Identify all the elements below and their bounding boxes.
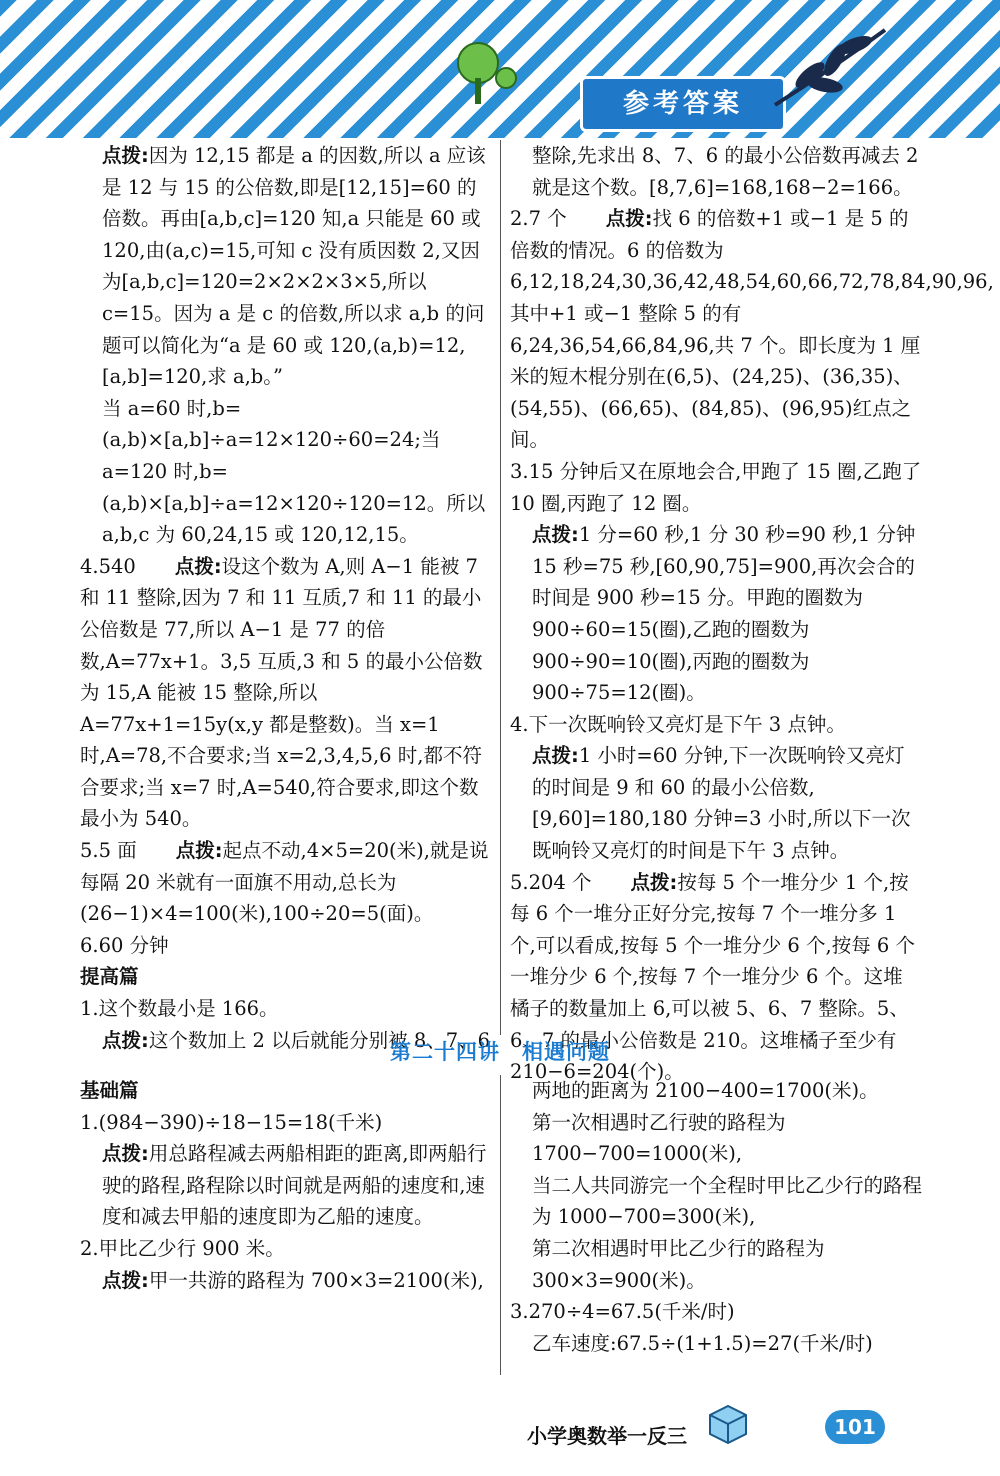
text-span: 当二人共同游完一个全程时甲比乙少行的路程为 1000−700=300(米),	[532, 1173, 923, 1229]
text-span: 2.7 个	[510, 207, 606, 231]
paragraph	[80, 835, 492, 930]
paragraph	[510, 203, 994, 456]
header-badge: 参考答案	[580, 76, 786, 132]
paragraph	[510, 740, 922, 866]
text-span: 5.204 个	[510, 870, 631, 894]
keyword-label: 基础篇	[80, 1079, 139, 1102]
cube-mascot-icon	[706, 1402, 750, 1446]
text-span: 第一次相遇时乙行驶的路程为 1700−700=1000(米),	[532, 1110, 786, 1166]
left-column	[80, 140, 492, 1056]
text-span: 用总路程减去两船相距的距离,即两船行驶的路程,路程除以时间就是两船的速度和,速度和减去甲船的速度即为乙船的速度。	[102, 1142, 487, 1229]
paragraph	[80, 1075, 492, 1107]
text-span: 5.5 面	[80, 839, 176, 863]
paragraph	[510, 1075, 922, 1107]
keyword-label: 点拨:	[174, 554, 222, 578]
paragraph	[80, 551, 492, 835]
text-span: 1 小时=60 分钟,下一次既响铃又亮灯的时间是 9 和 60 的最小公倍数,[9,60]=180,180 分钟=3 小时,所以下一次既响铃又亮灯的时间是下午 3 点钟。	[532, 744, 911, 863]
right-column-2	[510, 1075, 922, 1359]
page-header	[0, 0, 1000, 138]
text-span: 整除,先求出 8、7、6 的最小公倍数再减去 2 就是这个数。[8,7,6]=168,168−2=166。	[532, 144, 919, 199]
book-title: 小学奥数举一反三	[527, 1424, 687, 1448]
keyword-label: 点拨:	[102, 1268, 149, 1292]
text-span: 3.15 分钟后又在原地会合,甲跑了 15 圈,乙跑了 10 圈,丙跑了 12 圈。	[510, 459, 922, 515]
paragraph	[80, 930, 492, 962]
text-span: 两地的距离为 2100−400=1700(米)。	[532, 1079, 879, 1102]
leaf-branch-icon	[770, 20, 890, 110]
text-span: 6.60 分钟	[80, 933, 169, 957]
keyword-label: 提高篇	[80, 965, 139, 989]
keyword-label: 点拨:	[175, 839, 223, 863]
paragraph	[80, 1265, 492, 1297]
text-span: 按每 5 个一堆分少 1 个,按每 6 个一堆分正好分完,按每 7 个一堆分多 1 个,可以看成,按每 5 个一堆分少 6 个,按每 6 个一堆分少 6 个,按每 7 个一堆分少 6 个。这堆橘子的数量加上 6,可以被 5、6、7 整除。5、6、7 的最小公倍数是 210。这堆橘子至少有 210−6=204(个)。	[510, 870, 916, 1084]
text-span: 甲一共游的路程为 700×3=2100(米),	[148, 1268, 484, 1292]
text-span: 因为 12,15 都是 a 的因数,所以 a 应该是 12 与 15 的公倍数,即是[12,15]=60 的倍数。再由[a,b,c]=120 知,a 只能是 60 或 120,由(a,c)=15,可知 c 没有质因数 2,又因为[a,b,c]=120=2×2×2×3×5,所以 c=15。因为 a 是 c 的倍数,所以求 a,b 的问题可以简化为“a 是 60 或 120,(a,b)=12,[a,b]=120,求 a,b。”	[102, 144, 486, 389]
tree-icon	[448, 38, 518, 108]
text-span: 起点不动,4×5=20(米),就是说每隔 20 米就有一面旗不用动,总长为(26−1)×4=100(米),100÷20=5(面)。	[80, 839, 489, 926]
text-span: 4.540	[80, 554, 175, 578]
paragraph	[510, 140, 922, 203]
page-number: 101	[825, 1410, 885, 1444]
keyword-label: 点拨:	[605, 207, 653, 231]
text-span: 1.这个数最小是 166。	[80, 997, 279, 1021]
paragraph	[80, 140, 492, 393]
paragraph	[510, 1170, 922, 1233]
text-span: 3.270÷4=67.5(千米/时)	[510, 1300, 735, 1324]
column-divider	[500, 1075, 501, 1375]
keyword-label: 点拨:	[102, 1028, 149, 1052]
text-span: 1.(984−390)÷18−15=18(千米)	[80, 1110, 383, 1134]
text-span: 这个数加上 2 以后就能分别被 8、7、6	[148, 1028, 491, 1052]
keyword-label: 点拨:	[532, 744, 579, 768]
text-span: 乙车速度:67.5÷(1+1.5)=27(千米/时)	[532, 1331, 873, 1355]
text-span: 4.下一次既响铃又亮灯是下午 3 点钟。	[510, 712, 846, 736]
keyword-label: 点拨:	[532, 523, 579, 547]
right-column	[510, 140, 994, 1088]
text-span: 设这个数为 A,则 A−1 能被 7 和 11 整除,因为 7 和 11 互质,7 和 11 的最小公倍数是 77,所以 A−1 是 77 的倍数,A=77x+1。3,5 互质,3 和 5 的最小公倍数为 15,A 能被 15 整除,所以 A=77x+1=15y(x,y 都是整数)。当 x=1 时,A=78,不合要求;当 x=2,3,4,5,6 时,都不符合要求;当 x=7 时,A=540,符合要求,即这个数最小为 540。	[80, 554, 483, 831]
paragraph	[510, 519, 922, 709]
paragraph	[80, 1233, 492, 1265]
paragraph	[80, 393, 492, 551]
text-span: 当 a=60 时,b=(a,b)×[a,b]÷a=12×120÷60=24;当 a=120 时,b=(a,b)×[a,b]÷a=12×120÷120=12。所以 a,b,c 为 60,24,15 或 120,12,15。	[102, 396, 486, 547]
paragraph	[80, 1138, 492, 1233]
paragraph	[510, 1328, 922, 1360]
column-divider	[500, 140, 501, 1035]
paragraph	[80, 993, 492, 1025]
keyword-label: 点拨:	[630, 870, 678, 894]
text-span: 2.甲比乙少行 900 米。	[80, 1236, 285, 1260]
section-title: 第二十四讲 相遇问题	[390, 1040, 610, 1064]
text-span: 1 分=60 秒,1 分 30 秒=90 秒,1 分钟 15 秒=75 秒,[60,90,75]=900,再次会合的时间是 900 秒=15 分。甲跑的圈数为 900÷60=15(圈),乙跑的圈数为 900÷90=10(圈),丙跑的圈数为 900÷75=12(圈)。	[532, 523, 916, 705]
paragraph	[80, 1107, 492, 1139]
keyword-label: 点拨:	[102, 1142, 149, 1166]
text-span: 找 6 的倍数+1 或−1 是 5 的倍数的情况。6 的倍数为 6,12,18,24,30,36,42,48,54,60,66,72,78,84,90,96,其中+1 或−1 整除 5 的有 6,24,36,54,66,84,96,共 7 个。即长度为 1 厘米的短木棍分别在(6,5)、(24,25)、(36,35)、(54,55)、(66,65)、(84,85)、(96,95)红点之间。	[510, 207, 994, 452]
keyword-label: 点拨:	[102, 144, 149, 167]
paragraph	[510, 1233, 922, 1296]
paragraph	[80, 961, 492, 993]
text-span: 第二次相遇时甲比乙少行的路程为 300×3=900(米)。	[532, 1236, 825, 1292]
paragraph	[510, 456, 922, 519]
paragraph	[510, 1296, 922, 1328]
paragraph	[510, 709, 922, 741]
left-column-2	[80, 1075, 492, 1296]
paragraph	[510, 1107, 922, 1170]
